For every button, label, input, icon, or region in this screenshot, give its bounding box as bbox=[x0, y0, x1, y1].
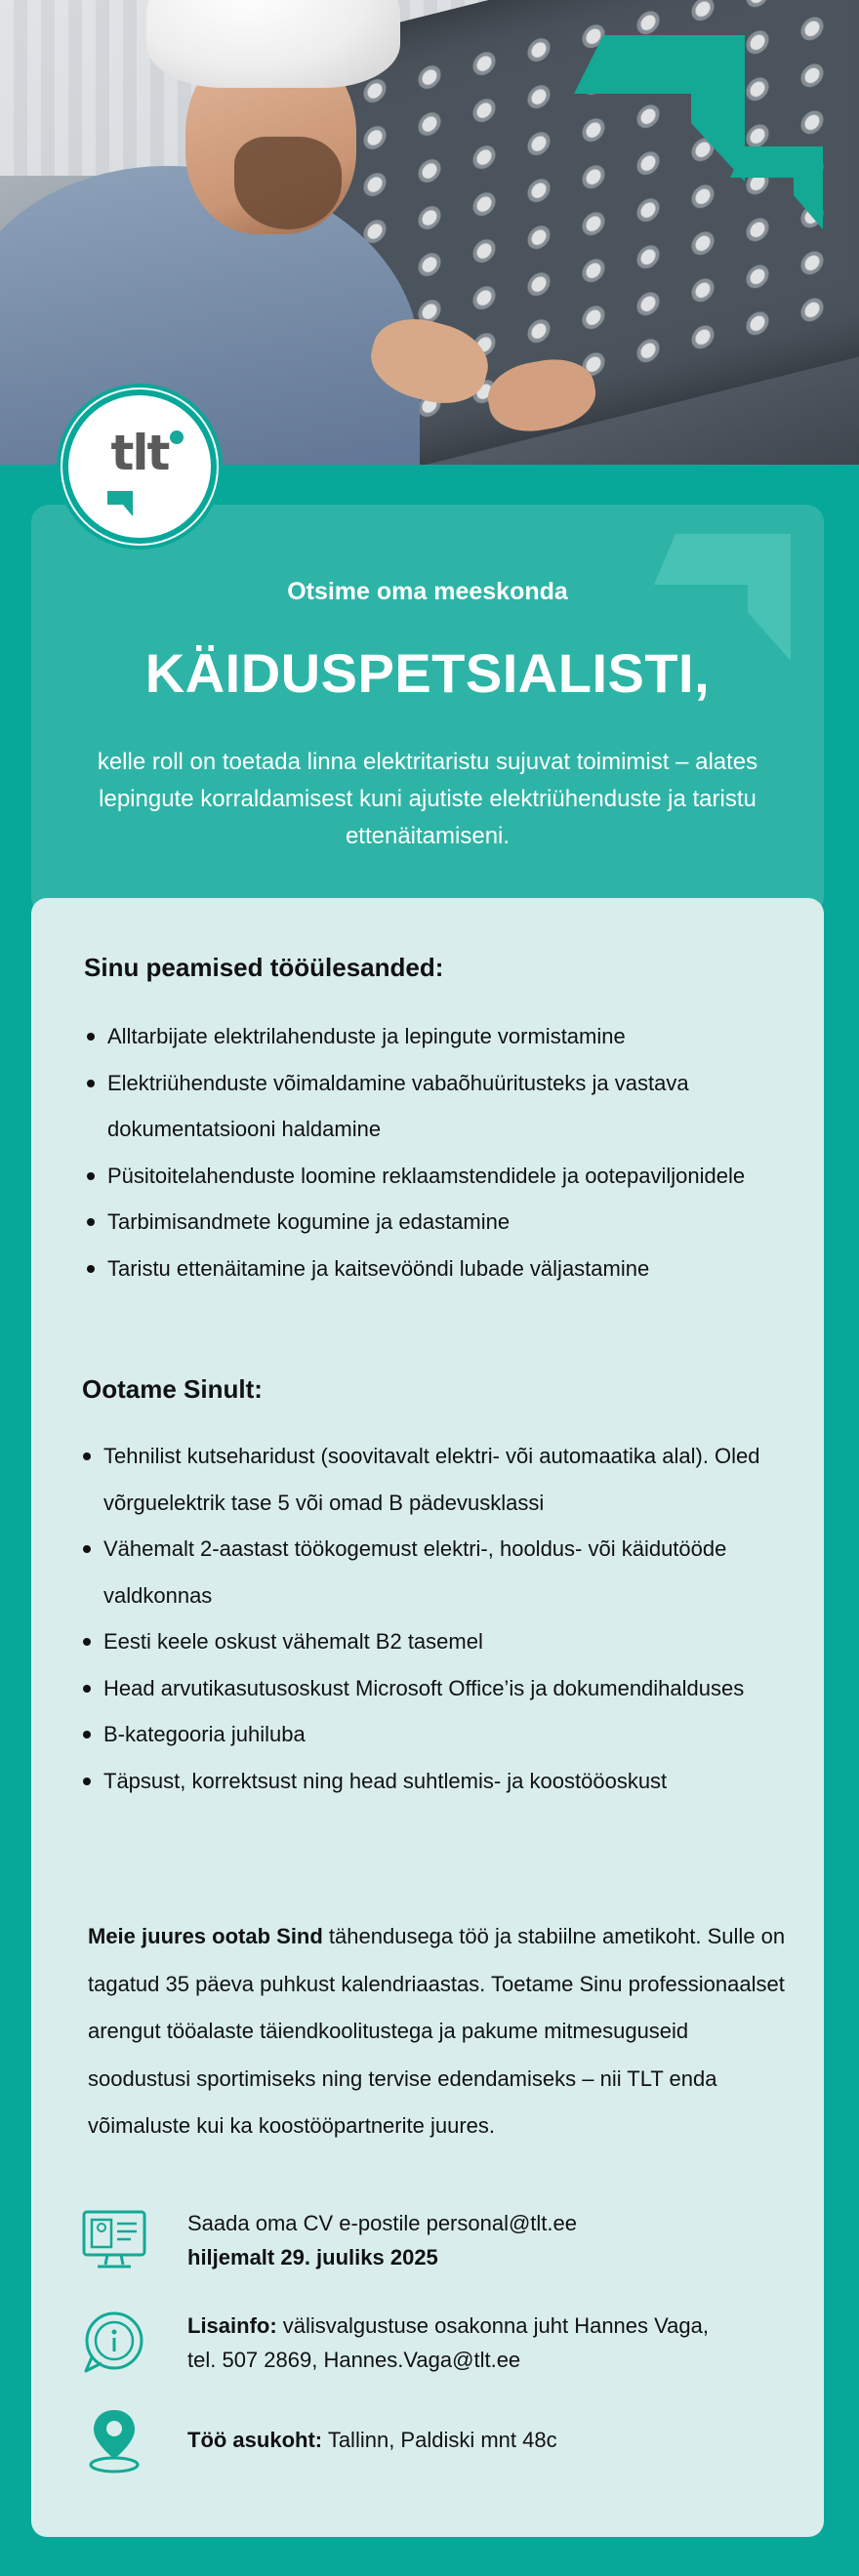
info-contact-person: välisvalgustuse osakonna juht Hannes Vaga, bbox=[276, 2313, 709, 2338]
list-item: Täpsust, korrektsust ning head suhtlemis- ja koostööoskust bbox=[80, 1758, 773, 1805]
brand-arrow-shape-small bbox=[730, 146, 823, 234]
location-value: Tallinn, Paldiski mnt 48c bbox=[322, 2428, 557, 2452]
logo-disc bbox=[68, 395, 211, 538]
list-item: Head arvutikasutusoskust Microsoft Office’is ja dokumendihalduses bbox=[80, 1665, 773, 1712]
header-card bbox=[31, 505, 824, 915]
benefits-paragraph bbox=[88, 1913, 791, 2150]
logo-text: tlt bbox=[110, 425, 169, 481]
engineer-beard bbox=[234, 137, 342, 229]
location-text bbox=[187, 2406, 557, 2457]
cv-contact-row bbox=[80, 2206, 577, 2274]
list-item: Tehnilist kutseharidust (soovitavalt elektri- või automaatika alal). Oled võrguelektrik tase 5 või omad B pädevusklassi bbox=[80, 1433, 773, 1526]
cv-email-line: Saada oma CV e-postile personal@tlt.ee bbox=[187, 2211, 577, 2235]
duties-list bbox=[84, 1013, 767, 1291]
info-contact-text bbox=[187, 2309, 709, 2377]
location-label: Töö asukoht: bbox=[187, 2428, 323, 2452]
info-label: Lisainfo: bbox=[187, 2313, 277, 2338]
requirements-list bbox=[80, 1433, 773, 1804]
info-contact-row bbox=[80, 2309, 709, 2377]
logo-dot bbox=[170, 430, 184, 444]
list-item: Alltarbijate elektrilahenduste ja lepingute vormistamine bbox=[84, 1013, 767, 1060]
duties-title: Sinu peamised tööülesanded: bbox=[84, 953, 444, 982]
list-item: Tarbimisandmete kogumine ja edastamine bbox=[84, 1199, 767, 1246]
job-title: KÄIDUSPETSIALISTI, bbox=[144, 642, 711, 704]
cv-contact-text bbox=[187, 2206, 577, 2274]
list-item: Taristu ettenäitamine ja kaitsevööndi lubade väljastamine bbox=[84, 1246, 767, 1292]
header-intro: kelle roll on toetada linna elektritaristu sujuvat toimimist – alates lepingute korraldamisest kuni ajutiste elektriühenduste ja taristu ettenäitamiseni. bbox=[97, 749, 758, 849]
list-item: Püsitoitelahenduste loomine reklaamstendidele ja ootepaviljonidele bbox=[84, 1153, 767, 1200]
brand-arrow-shape-large bbox=[574, 35, 745, 196]
info-phone-email: tel. 507 2869, Hannes.Vaga@tlt.ee bbox=[187, 2348, 521, 2372]
location-row bbox=[80, 2406, 557, 2474]
logo-arrow-icon bbox=[107, 491, 133, 516]
application-deadline: hiljemalt 29. juuliks 2025 bbox=[187, 2245, 438, 2269]
requirements-title: Ootame Sinult: bbox=[82, 1374, 263, 1404]
hard-hat bbox=[146, 0, 400, 88]
list-item: Eesti keele oskust vähemalt B2 tasemel bbox=[80, 1618, 773, 1665]
list-item: B-kategooria juhiluba bbox=[80, 1711, 773, 1758]
location-pin-icon bbox=[80, 2406, 148, 2474]
header-subtitle: Otsime oma meeskonda bbox=[287, 578, 568, 605]
details-card bbox=[31, 898, 824, 2537]
list-item: Elektriühenduste võimaldamine vabaõhuüritusteks ja vastava dokumentatsiooni haldamine bbox=[84, 1060, 767, 1153]
benefits-text: tähendusega töö ja stabiilne ametikoht. Sulle on tagatud 35 päeva puhkust kalendriaastas. Toetame Sinu professionaalset arengut tööalaste täiendkoolitustega ja pakume mitmesuguseid soodustusi sportimiseks ning tervise edendamiseks – nii TLT enda võimaluste kui ka koostööpartnerite juures. bbox=[88, 1924, 786, 2138]
info-chat-icon bbox=[80, 2309, 148, 2377]
list-item: Vähemalt 2-aastast töökogemust elektri-, hooldus- või käidutööde valdkonnas bbox=[80, 1526, 773, 1618]
cv-computer-icon bbox=[80, 2206, 148, 2274]
tlt-logo bbox=[57, 384, 223, 550]
benefits-lead: Meie juures ootab Sind bbox=[88, 1924, 323, 1948]
